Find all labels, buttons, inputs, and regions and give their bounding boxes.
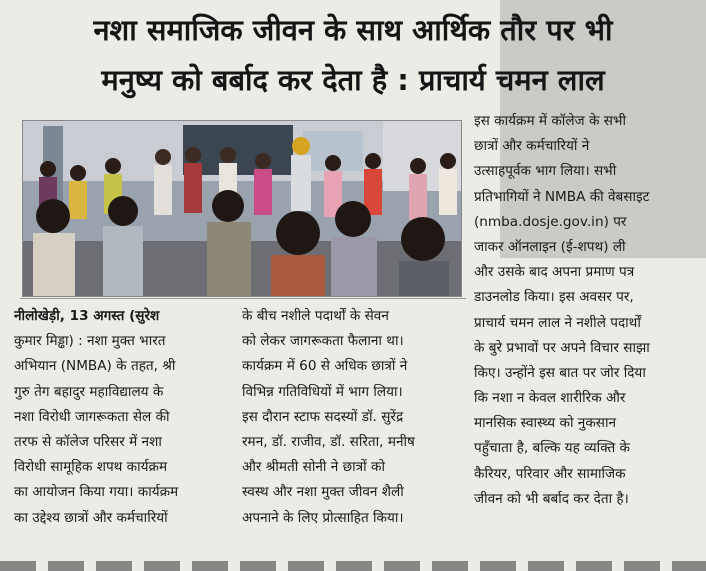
text-line: इस दौरान स्टाफ सदस्यों डॉ. सुरेंद्र — [242, 408, 404, 425]
dateline: नीलोखेड़ी, 13 अगस्त (सुरेश — [14, 308, 160, 324]
text-line: का उद्देश्य छात्रों और कर्मचारियों — [14, 509, 168, 526]
text-line: और श्रीमती सोनी ने छात्रों को — [242, 459, 385, 476]
article-column-1 — [14, 304, 244, 531]
photo-rule — [20, 298, 466, 299]
text-line: अभियान (NMBA) के तहत, श्री — [14, 358, 176, 375]
text-line: जीवन को भी बर्बाद कर देता है। — [474, 490, 629, 507]
text-line: छात्रों और कर्मचारियों ने — [474, 138, 590, 155]
article-column-2 — [242, 304, 466, 531]
text-line: नशा विरोधी जागरूकता सेल की — [14, 408, 170, 425]
text-line: विरोधी सामूहिक शपथ कार्यक्रम — [14, 459, 168, 476]
text-line: तरफ से कॉलेज परिसर में नशा — [14, 433, 162, 450]
text-line: के बीच नशीले पदार्थों के सेवन — [242, 308, 389, 324]
text-line: विभिन्न गतिविधियों में भाग लिया। — [242, 383, 403, 400]
text-line: डाउनलोड किया। इस अवसर पर, — [474, 289, 634, 306]
text-line: स्वस्थ और नशा मुक्त जीवन शैली — [242, 484, 404, 501]
cutoff-next-line — [0, 561, 706, 571]
text-line: जाकर ऑनलाइन (ई-शपथ) ली — [474, 238, 626, 255]
text-line: कि नशा न केवल शारीरिक और — [474, 390, 626, 407]
headline-line-1: नशा समाजिक जीवन के साथ आर्थिक तौर पर भी — [93, 13, 613, 47]
text-line: कुमार मिड्ढा) : नशा मुक्त भारत — [14, 333, 166, 350]
text-line: (nmba.dosje.gov.in) पर — [474, 213, 627, 230]
news-photo — [22, 120, 462, 297]
text-line: गुरु तेग बहादुर महाविद्यालय के — [14, 383, 164, 400]
headline-line-2: मनुष्य को बर्बाद कर देता है : प्राचार्य चमन लाल — [101, 63, 605, 97]
text-line: उत्साहपूर्वक भाग लिया। सभी — [474, 163, 617, 180]
text-line: अपनाने के लिए प्रोत्साहित किया। — [242, 509, 404, 526]
text-line: कैरियर, परिवार और सामाजिक — [474, 465, 626, 482]
text-line: प्राचार्य चमन लाल ने नशीले पदार्थों — [474, 314, 641, 331]
text-line: के बुरे प्रभावों पर अपने विचार साझा — [474, 339, 650, 356]
text-line: मानसिक स्वास्थ्य को नुकसान — [474, 415, 617, 432]
text-line: इस कार्यक्रम में कॉलेज के सभी — [474, 113, 626, 129]
text-line: और उसके बाद अपना प्रमाण पत्र — [474, 264, 635, 281]
article-column-3 — [474, 109, 700, 512]
text-line: किए। उन्होंने इस बात पर जोर दिया — [474, 364, 646, 381]
text-line: रमन, डॉ. राजीव, डॉ. सरिता, मनीष — [242, 433, 415, 450]
text-line: पहुँचाता है, बल्कि यह व्यक्ति के — [474, 440, 630, 457]
text-line: कार्यक्रम में 60 से अधिक छात्रों ने — [242, 358, 408, 375]
text-line: को लेकर जागरूकता फैलाना था। — [242, 333, 404, 350]
text-line: का आयोजन किया गया। कार्यक्रम — [14, 484, 179, 501]
text-line: प्रतिभागियों ने NMBA की वेबसाइट — [474, 188, 650, 205]
